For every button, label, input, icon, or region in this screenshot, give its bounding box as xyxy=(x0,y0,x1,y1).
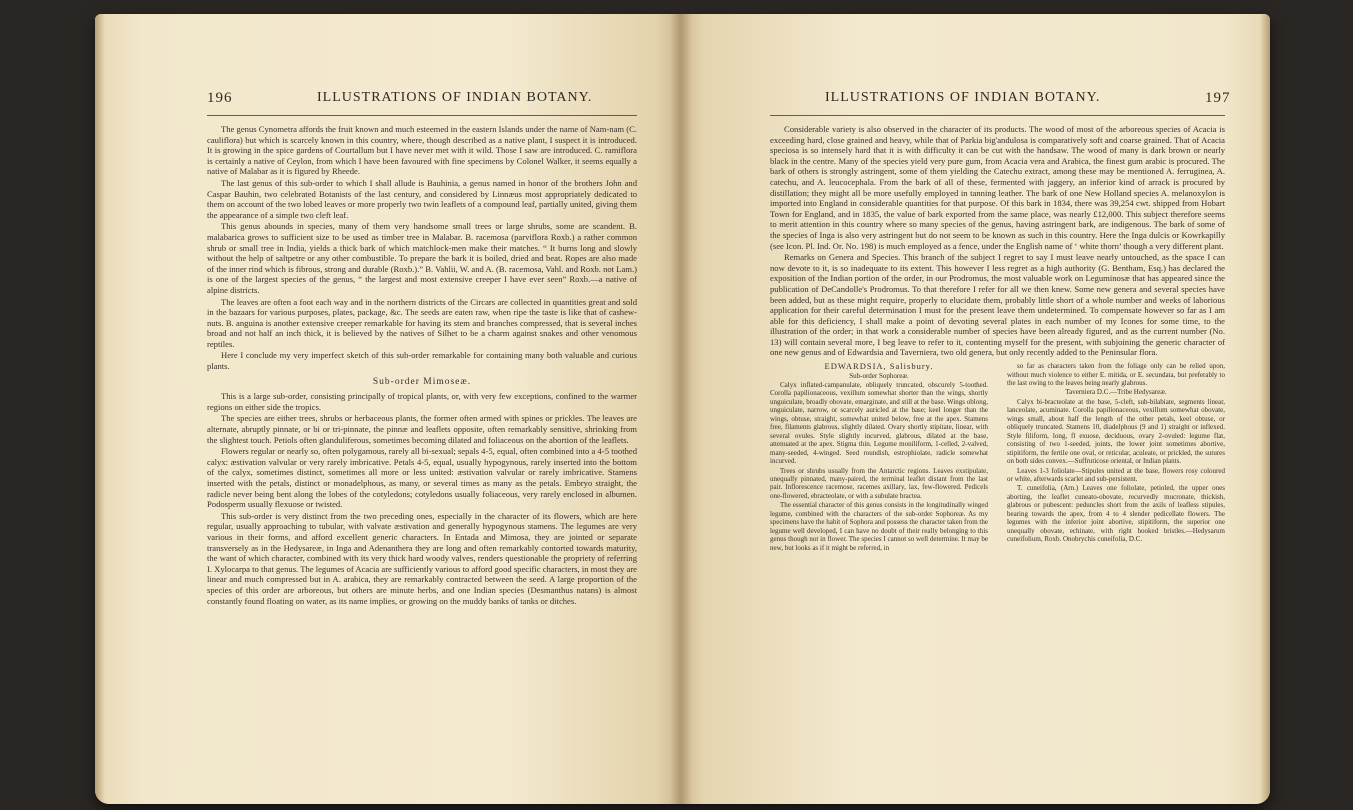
paragraph: T. cuneifolia, (Arn.) Leaves one foliolate, petioled, the upper ones aborting, the leaflet cuneato-obovate, recurvedly mucronate, thickish, glabrous or pubescent: peduncles short from the axils of leafless stipules, bearing towards the apex, from 4 to 4 slender pedicellate flowers. The legumes with the inferior joint abortive, stipitiform, the superior one unequally obovate, echinate, with right hooked bristles.—Hedysarum cuneifolium, Roxb. Onobrychis cuneifolia, D.C. xyxy=(1007,484,1225,544)
column-left xyxy=(770,362,988,553)
column-right xyxy=(1007,362,1225,553)
genus-heading: EDWARDSIA, Salisbury. xyxy=(824,361,934,372)
paragraph: This sub-order is very distinct from the two preceding ones, especially in the character of its flowers, which are here regular, usually approaching to tubular, with valvate æstivation and generally hypogynous stamens. The legumes are very various in their forms, and afford excellent generic characters. In Entada and Mimosa, they are jointed or separate transversely as in the Hedysareæ, in Inga and Adenanthera they are long and often remarkably contorted towards maturity, the want of which character, combined with its very thick hard woody valves, renders questionable the propriety of referring I. Xylocarpa to that genus. The legumes of Acacia are sufficiently various to afford good specific characters, in most they are linear and much compressed but in A. arabica, they are remarkably contracted between the seed. A large proportion of the species of this order are arboreous, but others are minute herbs, and one Indian species (Desmanthus natans) is almost constantly found floating on water, as its name implies, or growing on the muddy banks of tanks or ditches. xyxy=(207,510,637,606)
paragraph: The species are either trees, shrubs or herbaceous plants, the former often armed with spines or prickles. The leaves are alternate, abruptly pinnate, or bi or tri-pinnate, the pinnæ and leaflets opposite, often remarkably sensitive, shrinking from the slightest touch. Petiols often glanduliferous, sometimes becoming dilated and foliaceous on the abortion of the leaflets. xyxy=(207,413,637,445)
paragraph: Trees or shrubs usually from the Antarctic regions. Leaves exstipulate, unequally pinnated, many-paired, the terminal leaflet distant from the last pair. Inflorescence racemose, racemes axillary, lax, few-flowered. Pedicels one-flowered, ebracteolate, or with a subulate bractea. xyxy=(770,466,988,500)
paragraph: This genus abounds in species, many of them very handsome small trees or large shrubs, some are scandent. B. malabarica grows to sufficient size to be used as timber tree in Malabar. B. racemosa (parviflora Roxb.) a rather common shrub or small tree in India, yields a thick bark of which matchlock-men make their matches. “ It burns long and slowly without the help of saltpetre or any other combustible. To prepare the bark it is boiled, dried and beat. Ropes are also made of the inner rind which is fibrous, strong and durable (Roxb.).” B. Vahlii, W. and A. (B. racemosa, Vahl. and Roxb. not Lam.) is one of the largest species of the genus, “ the largest and most extensive creeper I have ever seen” Roxb.—a native of alpine districts. xyxy=(207,221,637,295)
paragraph: Here I conclude my very imperfect sketch of this sub-order remarkable for containing many both valuable and curious plants. xyxy=(207,350,637,372)
paragraph: so far as characters taken from the foliage only can be relied upon, without much violence to either E. mitida, or E. secundata, but preferably to the last owing to the leaves being nearly glabrous. xyxy=(1007,362,1225,387)
left-page xyxy=(95,14,680,804)
page-edge xyxy=(95,14,105,804)
right-page xyxy=(680,14,1270,804)
paragraph: Remarks on Genera and Species. This branch of the subject I regret to say I must leave nearly untouched, as the space I can now devote to it, is so inadequate to its extent. This however I less regret as a high authority (G. Bentham, Esq.) has declared the exposition of the Indian portion of the order, in our Prodromus, the most valuable work on Leguminosæ that has appeared since the publication of DeCandolle's Prodromus. To that therefore I refer for all we then knew. Some new genera and several species have been added, but as these might require, properly to elucidate them, probably little short of a whole number and weeks of laborious application for their careful determination I must for the present leave them undetermined. To compensate however so far as I am able for this deficiency, I shall make a point of devoting several plates in each number of my Icones for some time, to the illustration of the order; in that work a considerable number of species have been already figured, and as the current number (No. 13) will contain several more, I beg leave to refer to it, contenting myself for the present, with subjoining the generic character of one new genus and of Edwardsia and Taverniera, two old genera, but only recently added to the Peninsular flora. xyxy=(770,252,1225,358)
section-heading: Sub-order Mimoseæ. xyxy=(372,376,472,387)
sub-order-heading: Sub-order Sophoreæ. xyxy=(849,371,909,380)
paragraph: Leaves 1-3 foliolate—Stipules united at the base, flowers rosy coloured or white, afterwards scarlet and sub-persistent. xyxy=(1007,466,1225,483)
paragraph: The last genus of this sub-order to which I shall allude is Bauhinia, a genus named in honor of the brothers John and Caspar Bauhin, two celebrated Botanists of the last century, and considered by Linnæus most appropriately dedicated to them on account of the two lobed leaves or more properly two twin leaflets of a compound leaf, partially united, giving them the appearance of a simple two cleft leaf. xyxy=(207,177,637,220)
paragraph: The essential character of this genus consists in the longitudinally winged legume, combined with the characters of the sub-order Sophoreæ. As my specimens have the habit of Sophora and possess the character taken from the legume well developed, I can have no doubt of their really belonging to this genus though not in flower. The species I cannot so well determine. It may be new, but looks as if it might be referred, in xyxy=(770,501,988,552)
header-title: ILLUSTRATIONS OF INDIAN BOTANY. xyxy=(317,90,593,105)
genus-heading: Taverniera D.C.—Tribe Hedysareæ. xyxy=(1065,388,1167,397)
page-edge xyxy=(1260,14,1270,804)
paragraph: The leaves are often a foot each way and in the northern districts of the Circars are collected in quantities great and sold in the bazaars for various purposes, plates, package, &c. The seeds are eaten raw, when ripe the taste is like that of cashew-nuts. B. anguina is another extensive creeper remarkable for having its stem and branches compressed, that is several inches broad and not half an inch thick, it is believed by the natives of Silhet to be a charm against snakes and other venomous reptiles. xyxy=(207,296,637,349)
header-title: ILLUSTRATIONS OF INDIAN BOTANY. xyxy=(825,90,1101,105)
page-number: 196 xyxy=(207,90,233,106)
body-text xyxy=(207,124,637,607)
paragraph: Flowers regular or nearly so, often polygamous, rarely all bi-sexual; sepals 4-5, equal, often combined into a 4-5 toothed calyx: æstivation valvular or very rarely imbricative. Petals 4-5, equal, usually hypogynous, rarely inserted into the bottom of the calyx, sometimes distinct, sometimes all more or less united: æstivation valvular or rarely imbricative. Stamens inserted with the petals, distinct or monadelphous, as many, or several times as many as the petals. Embryo straight, the radicle never being bent along the lobes of the cotyledons; cotyledons usually foliaceous, very rarely enclosed in albumen. Podosperm usually flexuose or twisted. xyxy=(207,446,637,510)
book-gutter xyxy=(670,14,692,804)
two-column-text xyxy=(770,362,1225,553)
page-number: 197 xyxy=(1205,90,1231,106)
paragraph: The genus Cynometra affords the fruit known and much esteemed in the eastern Islands under the name of Nam-nam (C. cauliflora) but which is scarcely known in this country, where, though described as a native plant, I suspect it is introduced. It is growing in the spice gardens of Courtallum but I have never met with it wild. Those I saw are introduced. C. ramiflora is certainly a native of Ceylon, from which I have been favoured with fine specimens by Colonel Walker, it seems equally a native of Malabar as it is figured by Rheede. xyxy=(207,124,637,177)
paragraph: This is a large sub-order, consisting principally of tropical plants, or, with very few exceptions, confined to the warmer regions on either side the tropics. xyxy=(207,391,637,412)
body-text xyxy=(770,124,1225,553)
paragraph: Calyx bi-bracteolate at the base, 5-cleft, sub-bilabiate, segments linear, lanceolate, acuminate. Corolla papilionaceous, vexillum somewhat obovate, wings small, about half the length of the other petals, keel obtuse, or obliquely truncated. Stamens 10, diadelphous (9 and 1) straight or inflexed. Style filiform, long, fl exuose, deciduous, ovary 2-ovuled: legume flat, consisting of two 1-seeded, joints, the lower joint sometimes abortive, stipitiform, the fertile one oval, or reticular, aculeate, or prickled, the sutures on both sides convex.—Suffruticose oriental, or Indian plants. xyxy=(1007,397,1225,466)
paragraph: Calyx inflated-campanulate, obliquely truncated, obscurely 5-toothed. Corolla papilionaceous, vexillum somewhat shorter than the wings, shortly unguiculate, broadly obovate, emarginate, and still at the base. Wings oblong, unguiculate, narrow, or scarcely auricled at the base; keel longer than the wings, obtuse, straight, somewhat united below, free at the apex. Stamens free, filaments glabrous, slightly dilated. Ovary shortly stipitate, linear, with several ovules. Style slightly incurved, glabrous, dilated at the base, attenuated at the apex. Stigma thin. Legume moniliform, 1-celled, 2-valved, many-seeded, 4-winged. Seed roundish, estrophiolate, radicle somewhat incurved. xyxy=(770,380,988,466)
header-rule xyxy=(770,115,1225,116)
header-rule xyxy=(207,115,637,116)
paragraph: Considerable variety is also observed in the character of its products. The wood of most of the arboreous species of Acacia is exceeding hard, close grained and heavy, while that of Parkia big'andulosa is comparatively soft and coarse grained. That of Acacia speciosa is so intensely hard that it is with difficulty it can be cut with the handsaw. The wood of many is dark brown or nearly black in the centre. Many of the species yield very pure gum, from Acacia vera and Arabica, the finest gum arabic is procured. The bark of others is strongly astringent, some of them yielding the Catechu extract, among these may be mentioned A. ferruginea, A. catechu, and A. leucocephala. From the bark of all of these, fermented with jaggery, an inferior kind of arrack is procured by distillation; they might all be more usefully employed in tanning leather. The bark of one New Holland species A. melanoxylon is imported into England in considerable quantities for that purpose. Of this bark in 1834, there was 39,254 cwt. shipped from Hobart Town for England, and in 1835, the value of bark exported from the same place, was nearly £12,000. This subject therefore seems to merit attention in this country where so many species of the genus, having astringent bark, are indigenous. The bark of some of the species of Inga is also very astringent but do not seem to be known as such in this country. Here the Inga dulcis or Kowrkapilly (see Icon. Pl. Ind. Or. No. 198) is much employed as a fence, under the English name of ‘ white thorn’ though a very different plant. xyxy=(770,124,1225,251)
open-book xyxy=(95,14,1270,804)
